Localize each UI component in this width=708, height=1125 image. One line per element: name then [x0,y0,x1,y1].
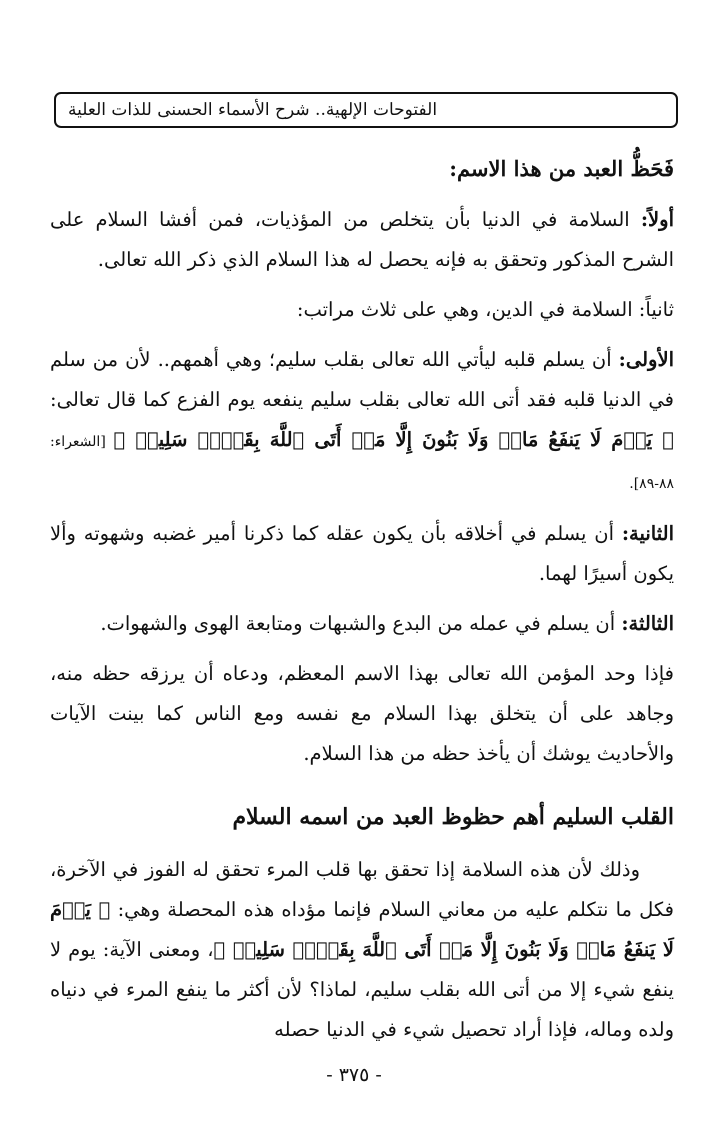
verse-reference: [الشعراء: ٨٨-٨٩]. [50,434,674,492]
paragraph-lead: الأولى: [618,348,674,371]
paragraph-last [50,850,674,1050]
paragraph-first [50,200,674,280]
section-heading-qalb: القلب السليم أهم حظوظ العبد من اسمه السلام [232,804,674,830]
paragraph-text: السلامة في الدنيا بأن يتخلص من المؤذيات، فمن أفشا السلام على الشرح المذكور وتحقق به فإنه يحصل له هذا السلام الذي ذكر الله تعالى. [50,208,674,271]
paragraph-text: ثانياً: السلامة في الدين، وهي على ثلاث مراتب: [296,298,674,321]
paragraph-second [50,290,674,330]
paragraph-text: أن يسلم في أخلاقه بأن يكون عقله كما ذكرنا أمير غضبه وشهوته وألا يكون أسيرًا لهما. [50,522,674,585]
paragraph-thaniya [50,514,674,594]
paragraph-text: فإذا وحد المؤمن الله تعالى بهذا الاسم المعظم، ودعاه أن يرزقه حظه منه، وجاهد على أن يتخلق بهذا السلام مع نفسه ومع الناس كما بينت الآيات والأحاديث يوشك أن يأخذ حظه من هذا السلام. [50,662,674,765]
paragraph-text: وذلك لأن هذه السلامة إذا تحقق بها قلب المرء تحقق له الفوز في الآخرة، فكل ما نتكلم عليه من معاني السلام فإنما مؤداه هذه المحصلة وهي: [50,858,674,921]
paragraph-lead: الثانية: [621,522,674,545]
paragraph-thalitha [50,604,674,644]
page-body [50,148,674,1050]
section-heading-hazz: فَحَظُّ العبد من هذا الاسم: [449,156,674,181]
paragraph-lead: الثالثة: [621,612,674,635]
page-number: - ٣٧٥ - [326,1064,382,1086]
paragraph-text: ، ومعنى الآية: يوم لا ينفع شيء إلا من أتى الله بقلب سليم، لماذا؟ لأن أكثر ما ينفع المرء في دنياه ولده وماله، فإذا أراد تحصيل شيء في الدنيا حصله [50,938,674,1041]
paragraph-text: أن يسلم قلبه ليأتي الله تعالى بقلب سليم؛ وهي أهمهم.. لأن من سلم في الدنيا قلبه فقد أتى الله تعالى بقلب سليم ينفعه يوم الفزع كما قال تعالى: [50,348,674,411]
paragraph-ula [50,340,674,504]
paragraph-lead: أولاً: [640,208,674,231]
running-header [54,92,678,128]
paragraph-text: أن يسلم في عمله من البدع والشبهات ومتابعة الهوى والشهوات. [100,612,622,635]
quran-verse: ﴿ يَوۡمَ لَا يَنفَعُ مَالٞ وَلَا بَنُونَ إِلَّا مَنۡ أَتَى ٱللَّهَ بِقَلۡبٖ سَلِيمٖ ﴾ [50,898,674,961]
paragraph-idha [50,654,674,774]
quran-verse: ﴿ يَوۡمَ لَا يَنفَعُ مَالٞ وَلَا بَنُونَ إِلَّا مَنۡ أَتَى ٱللَّهَ بِقَلۡبٖ سَلِيمٖ ﴾ [113,428,674,451]
header-title: الفتوحات الإلهية.. شرح الأسماء الحسنى للذات العلية [68,100,438,120]
